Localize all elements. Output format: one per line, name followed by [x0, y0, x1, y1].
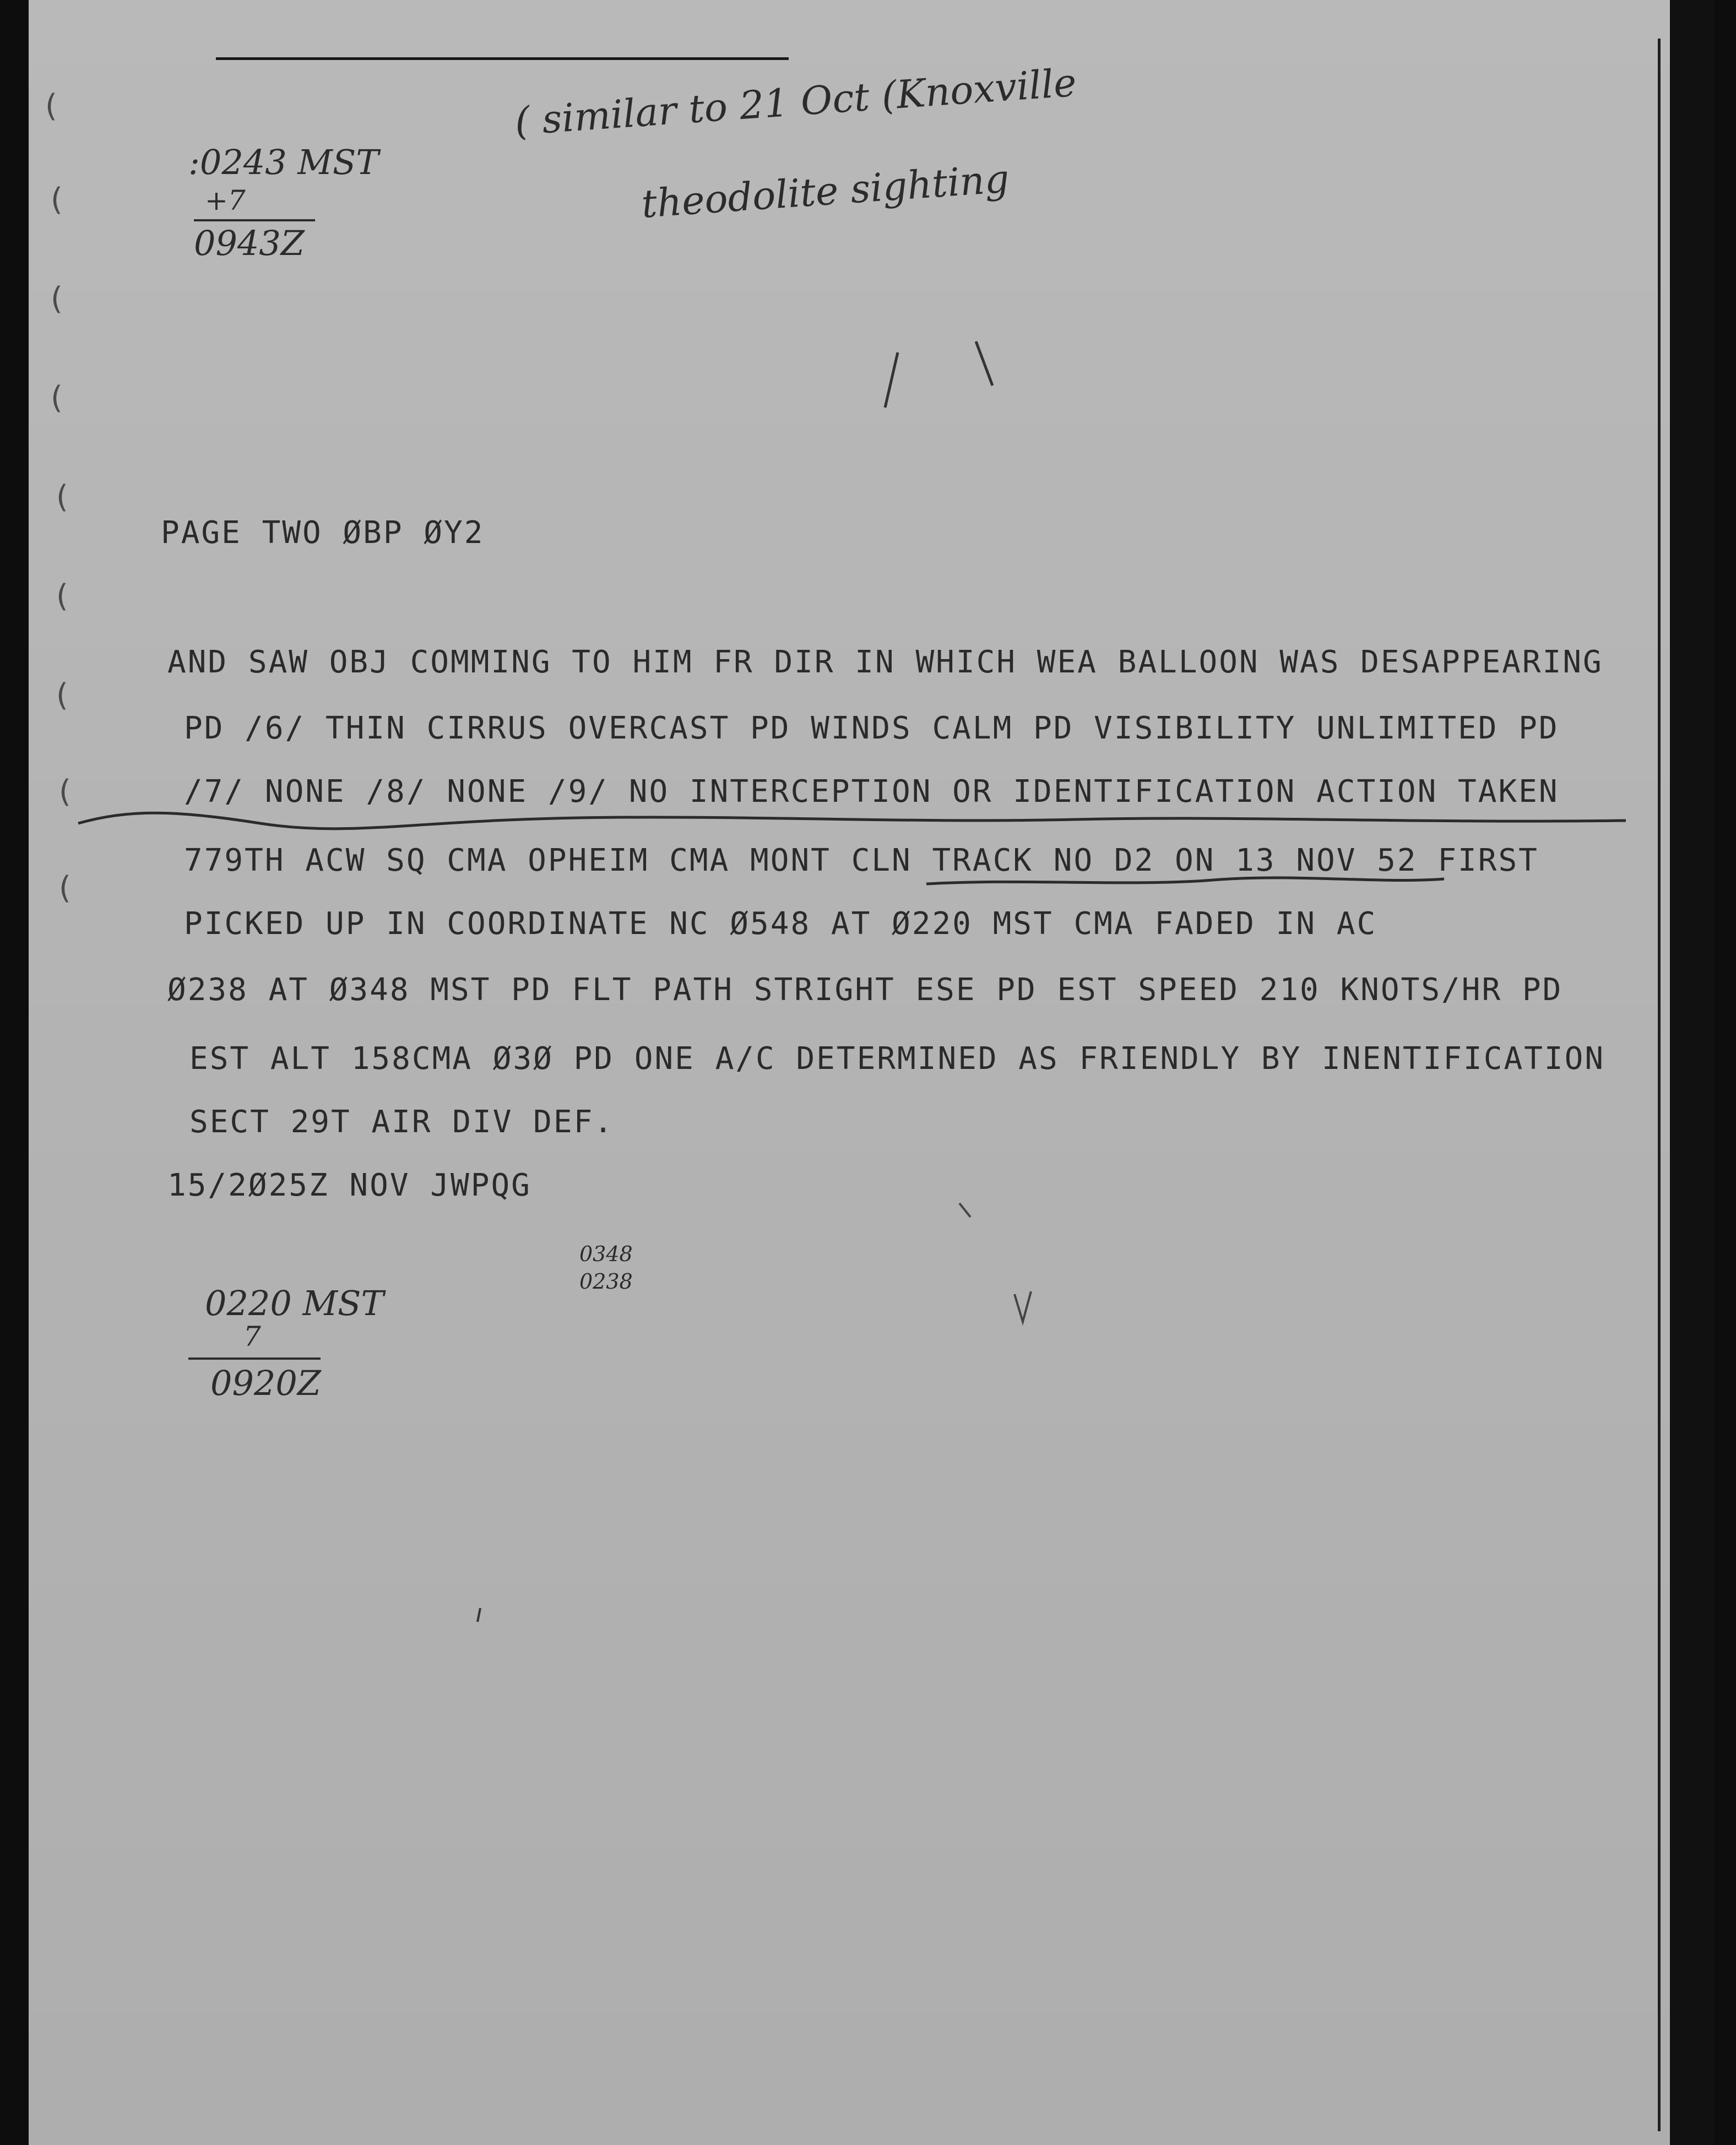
document-page: [29, 0, 1714, 2145]
handwritten-note-line2: theodolite sighting: [640, 156, 1011, 227]
handwritten-zulu-top: 0943Z: [194, 223, 305, 263]
body-line: PICKED UP IN COORDINATE NC Ø548 AT Ø220 MST CMA FADED IN AC: [184, 906, 1377, 942]
margin-mark: (: [59, 870, 71, 906]
handwritten-calc-2: 0238: [579, 1269, 633, 1294]
body-line: /7/ NONE /8/ NONE /9/ NO INTERCEPTION OR IDENTIFICATION ACTION TAKEN: [184, 774, 1559, 810]
message-footer: 15/2Ø25Z NOV JWPQG: [167, 1167, 531, 1203]
handwritten-zulu-bottom: 0920Z: [210, 1363, 321, 1403]
body-line: 779TH ACW SQ CMA OPHEIM CMA MONT CLN TRACK NO D2 ON 13 NOV 52 FIRST: [184, 843, 1539, 878]
margin-mark: (: [51, 182, 63, 218]
handwritten-plus-bottom: 7: [243, 1321, 261, 1353]
margin-mark: (: [56, 677, 68, 713]
handwritten-plus-top: +7: [205, 184, 246, 216]
body-line: SECT 29T AIR DIV DEF.: [189, 1104, 615, 1140]
margin-mark: (: [45, 88, 57, 124]
ink-strokes: [29, 0, 1714, 2145]
page-header: PAGE TWO ØBP ØY2: [161, 515, 485, 551]
body-line: PD /6/ THIN CIRRUS OVERCAST PD WINDS CALM PD VISIBILITY UNLIMITED PD: [184, 710, 1559, 746]
margin-mark: (: [51, 281, 63, 317]
handwritten-calc-1: 0348: [579, 1242, 633, 1266]
body-line: AND SAW OBJ COMMING TO HIM FR DIR IN WHICH WEA BALLOON WAS DESAPPEARING: [167, 644, 1603, 680]
margin-mark: (: [51, 380, 63, 416]
body-line: Ø238 AT Ø348 MST PD FLT PATH STRIGHT ESE PD EST SPEED 210 KNOTS/HR PD: [167, 972, 1563, 1008]
handwritten-time-bottom: 0220 MST: [205, 1283, 384, 1323]
handwritten-note-line1: ( similar to 21 Oct (Knoxville: [513, 59, 1078, 144]
handwritten-time-top: :0243 MST: [188, 142, 379, 182]
margin-mark: (: [59, 774, 71, 810]
margin-mark: (: [56, 578, 68, 614]
body-line: EST ALT 158CMA Ø3Ø PD ONE A/C DETERMINED AS FRIENDLY BY INENTIFICATION: [189, 1041, 1605, 1077]
margin-mark: (: [56, 479, 68, 515]
